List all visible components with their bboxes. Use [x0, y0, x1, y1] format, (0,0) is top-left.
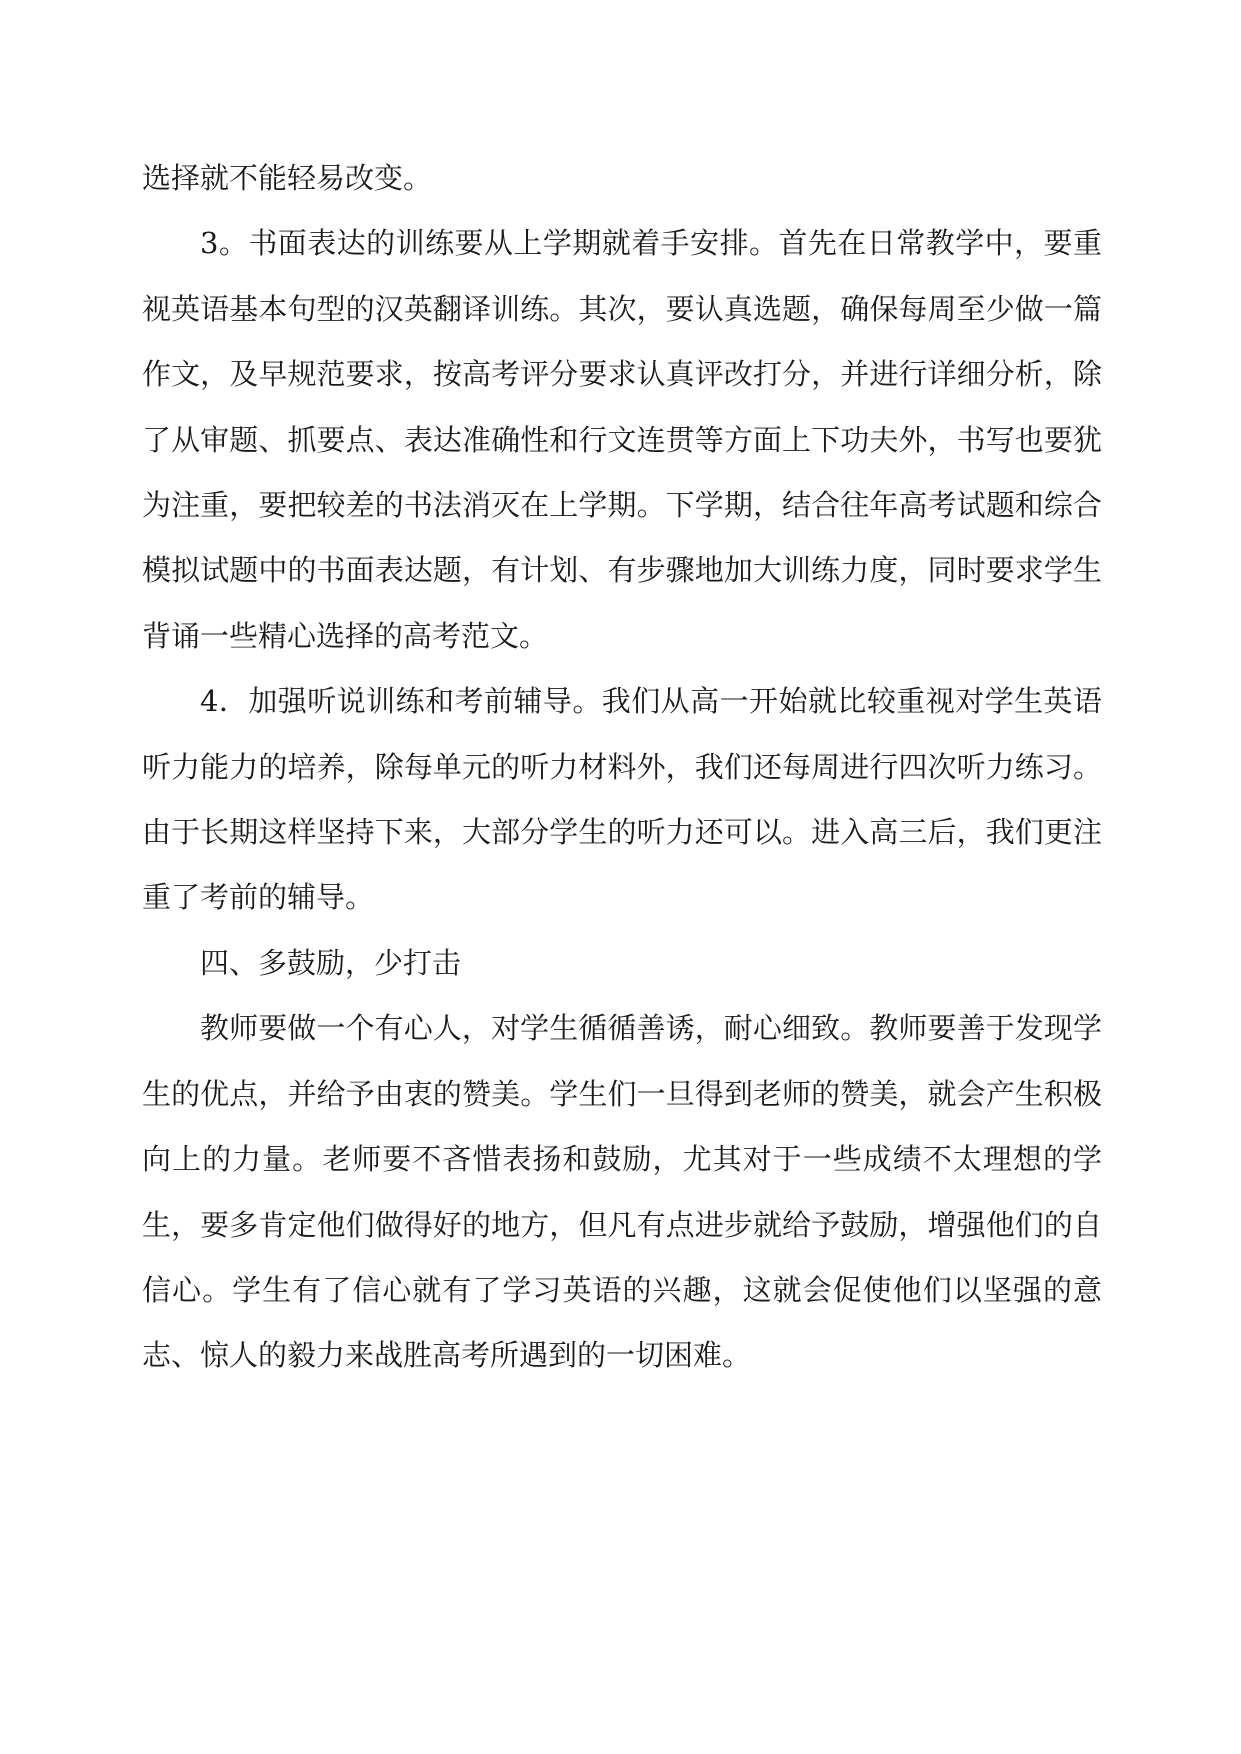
section-heading-encouragement: 四、多鼓励，少打击 — [200, 945, 462, 980]
paragraph-continuation: 选择就不能轻易改变。 — [142, 161, 433, 195]
paragraph-listening-training: 4．加强听说训练和考前辅导。我们从高一开始就比较重视对学生英语听力能力的培养，除每单元的听力材料外，我们还每周进行四次听力练习。由于长期这样坚持下来，大部分学生的听力还可以。进入高三后，我们更注重了考前的辅导。 — [142, 684, 1102, 915]
paragraph-encouragement: 教师要做一个有心人，对学生循循善诱，耐心细致。教师要善于发现学生的优点，并给予由衷的赞美。学生们一旦得到老师的赞美，就会产生积极向上的力量。老师要不吝惜表扬和鼓励，尤其对于一些成绩不太理想的学生，要多肯定他们做得好的地方，但凡有点进步就给予鼓励，增强他们的自信心。学生有了信心就有了学习英语的兴趣，这就会促使他们以坚强的意志、惊人的毅力来战胜高考所遇到的一切困难。 — [142, 1011, 1102, 1373]
document-body — [142, 146, 1102, 1389]
paragraph-written-expression: 3。书面表达的训练要从上学期就着手安排。首先在日常教学中，要重视英语基本句型的汉英翻译训练。其次，要认真选题，确保每周至少做一篇作文，及早规范要求，按高考评分要求认真评改打分，并进行详细分析，除了从审题、抓要点、表达准确性和行文连贯等方面上下功夫外，书写也要犹为注重，要把较差的书法消灭在上学期。下学期，结合往年高考试题和综合模拟试题中的书面表达题，有计划、有步骤地加大训练力度，同时要求学生背诵一些精心选择的高考范文。 — [142, 226, 1102, 653]
